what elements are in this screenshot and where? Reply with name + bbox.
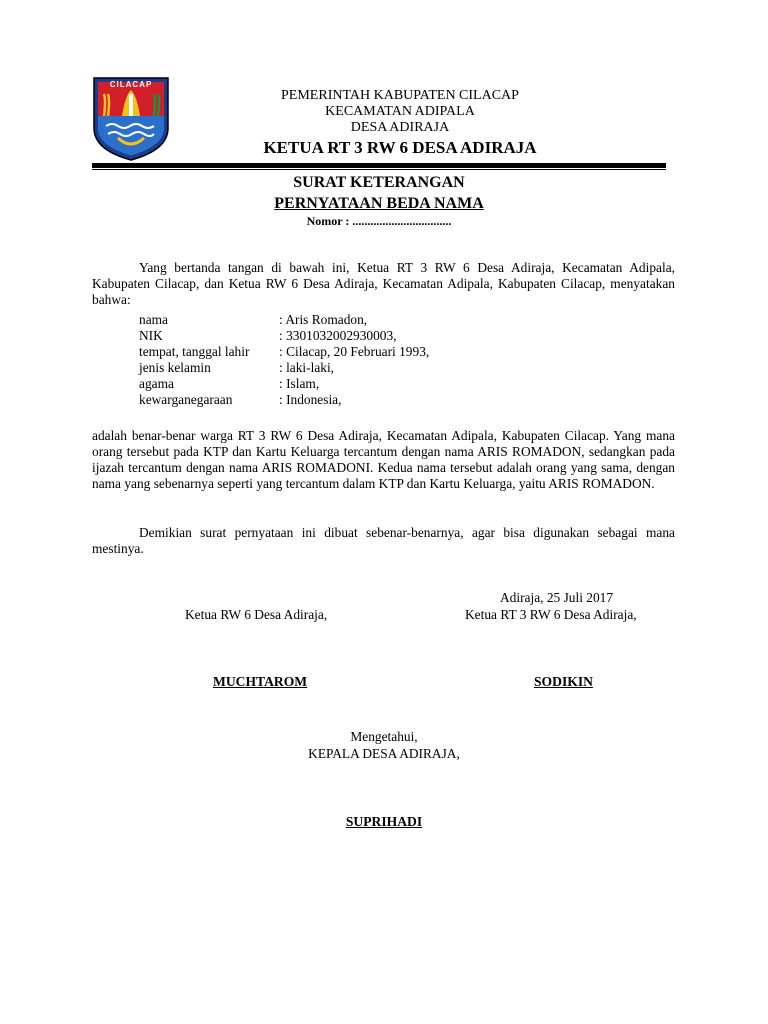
biodata-row-birth [139,344,429,360]
biodata-key: tempat, tanggal lahir [139,344,250,359]
rt-signer-title: Ketua RT 3 RW 6 Desa Adiraja, [465,607,637,622]
biodata-value: : Islam, [279,376,320,391]
body-paragraph: adalah benar-benar warga RT 3 RW 6 Desa Adiraja, Kecamatan Adipala, Kabupaten Cilacap. Yang mana orang tersebut pada KTP dan Kartu Keluarga tercantum dengan nama ARIS ROMADON, sedangkan pada ijazah tercantum dengan nama ARIS ROMADONI. Kedua nama tersebut adalah orang yang sama, dengan nama yang sebenarnya seperti yang tercantum dalam KTP dan Kartu Keluarga, yaitu ARIS ROMADON. [92,428,675,491]
logo-label: CILACAP [109,80,153,89]
biodata-key: agama [139,376,174,391]
biodata-row-nik [139,328,429,344]
acknowledge-label: Mengetahui, [350,729,418,744]
rw-signer-title: Ketua RW 6 Desa Adiraja, [185,607,328,622]
letterhead-village: DESA ADIRAJA [350,120,450,135]
biodata-value: : Indonesia, [279,392,342,407]
biodata-row-citizenship [139,392,429,408]
biodata-value: : Aris Romadon, [279,312,368,327]
letterhead-district: KECAMATAN ADIPALA [325,104,475,119]
village-head-name: SUPRIHADI [345,814,423,829]
document-number: Nomor : ................................. [306,214,452,228]
biodata-row-gender [139,360,429,376]
rw-signer-name: MUCHTAROM [213,674,308,689]
biodata-list [139,312,429,408]
place-date: Adiraja, 25 Juli 2017 [500,590,614,605]
closing-paragraph: Demikian surat pernyataan ini dibuat sebenar-benarnya, agar bisa digunakan sebagai mana mestinya. [92,525,675,556]
biodata-row-religion [139,376,429,392]
rt-signer-name: SODIKIN [534,674,593,689]
biodata-key: NIK [139,328,163,343]
letterhead-office: KETUA RT 3 RW 6 DESA ADIRAJA [263,138,537,157]
document-subtitle: PERNYATAAN BEDA NAMA [274,195,484,212]
biodata-key: kewarganegaraan [139,392,233,407]
letterhead-government: PEMERINTAH KABUPATEN CILACAP [281,88,519,103]
biodata-value: : laki-laki, [279,360,335,375]
village-head-title: KEPALA DESA ADIRAJA, [308,746,460,761]
biodata-value: : 3301032002930003, [279,328,397,343]
cilacap-coat-of-arms [92,76,170,162]
document-title: SURAT KETERANGAN [293,174,465,191]
biodata-key: nama [139,312,168,327]
letterhead-divider-thick [92,163,666,168]
biodata-key: jenis kelamin [139,360,211,375]
letterhead-divider-thin [92,169,666,170]
biodata-row-nama [139,312,429,328]
intro-paragraph: Yang bertanda tangan di bawah ini, Ketua RT 3 RW 6 Desa Adiraja, Kecamatan Adipala, Kabupaten Cilacap, dan Ketua RW 6 Desa Adiraja, Kecamatan Adipala, Kabupaten Cilacap, menyatakan bahwa: [92,260,675,307]
biodata-value: : Cilacap, 20 Februari 1993, [279,344,430,359]
